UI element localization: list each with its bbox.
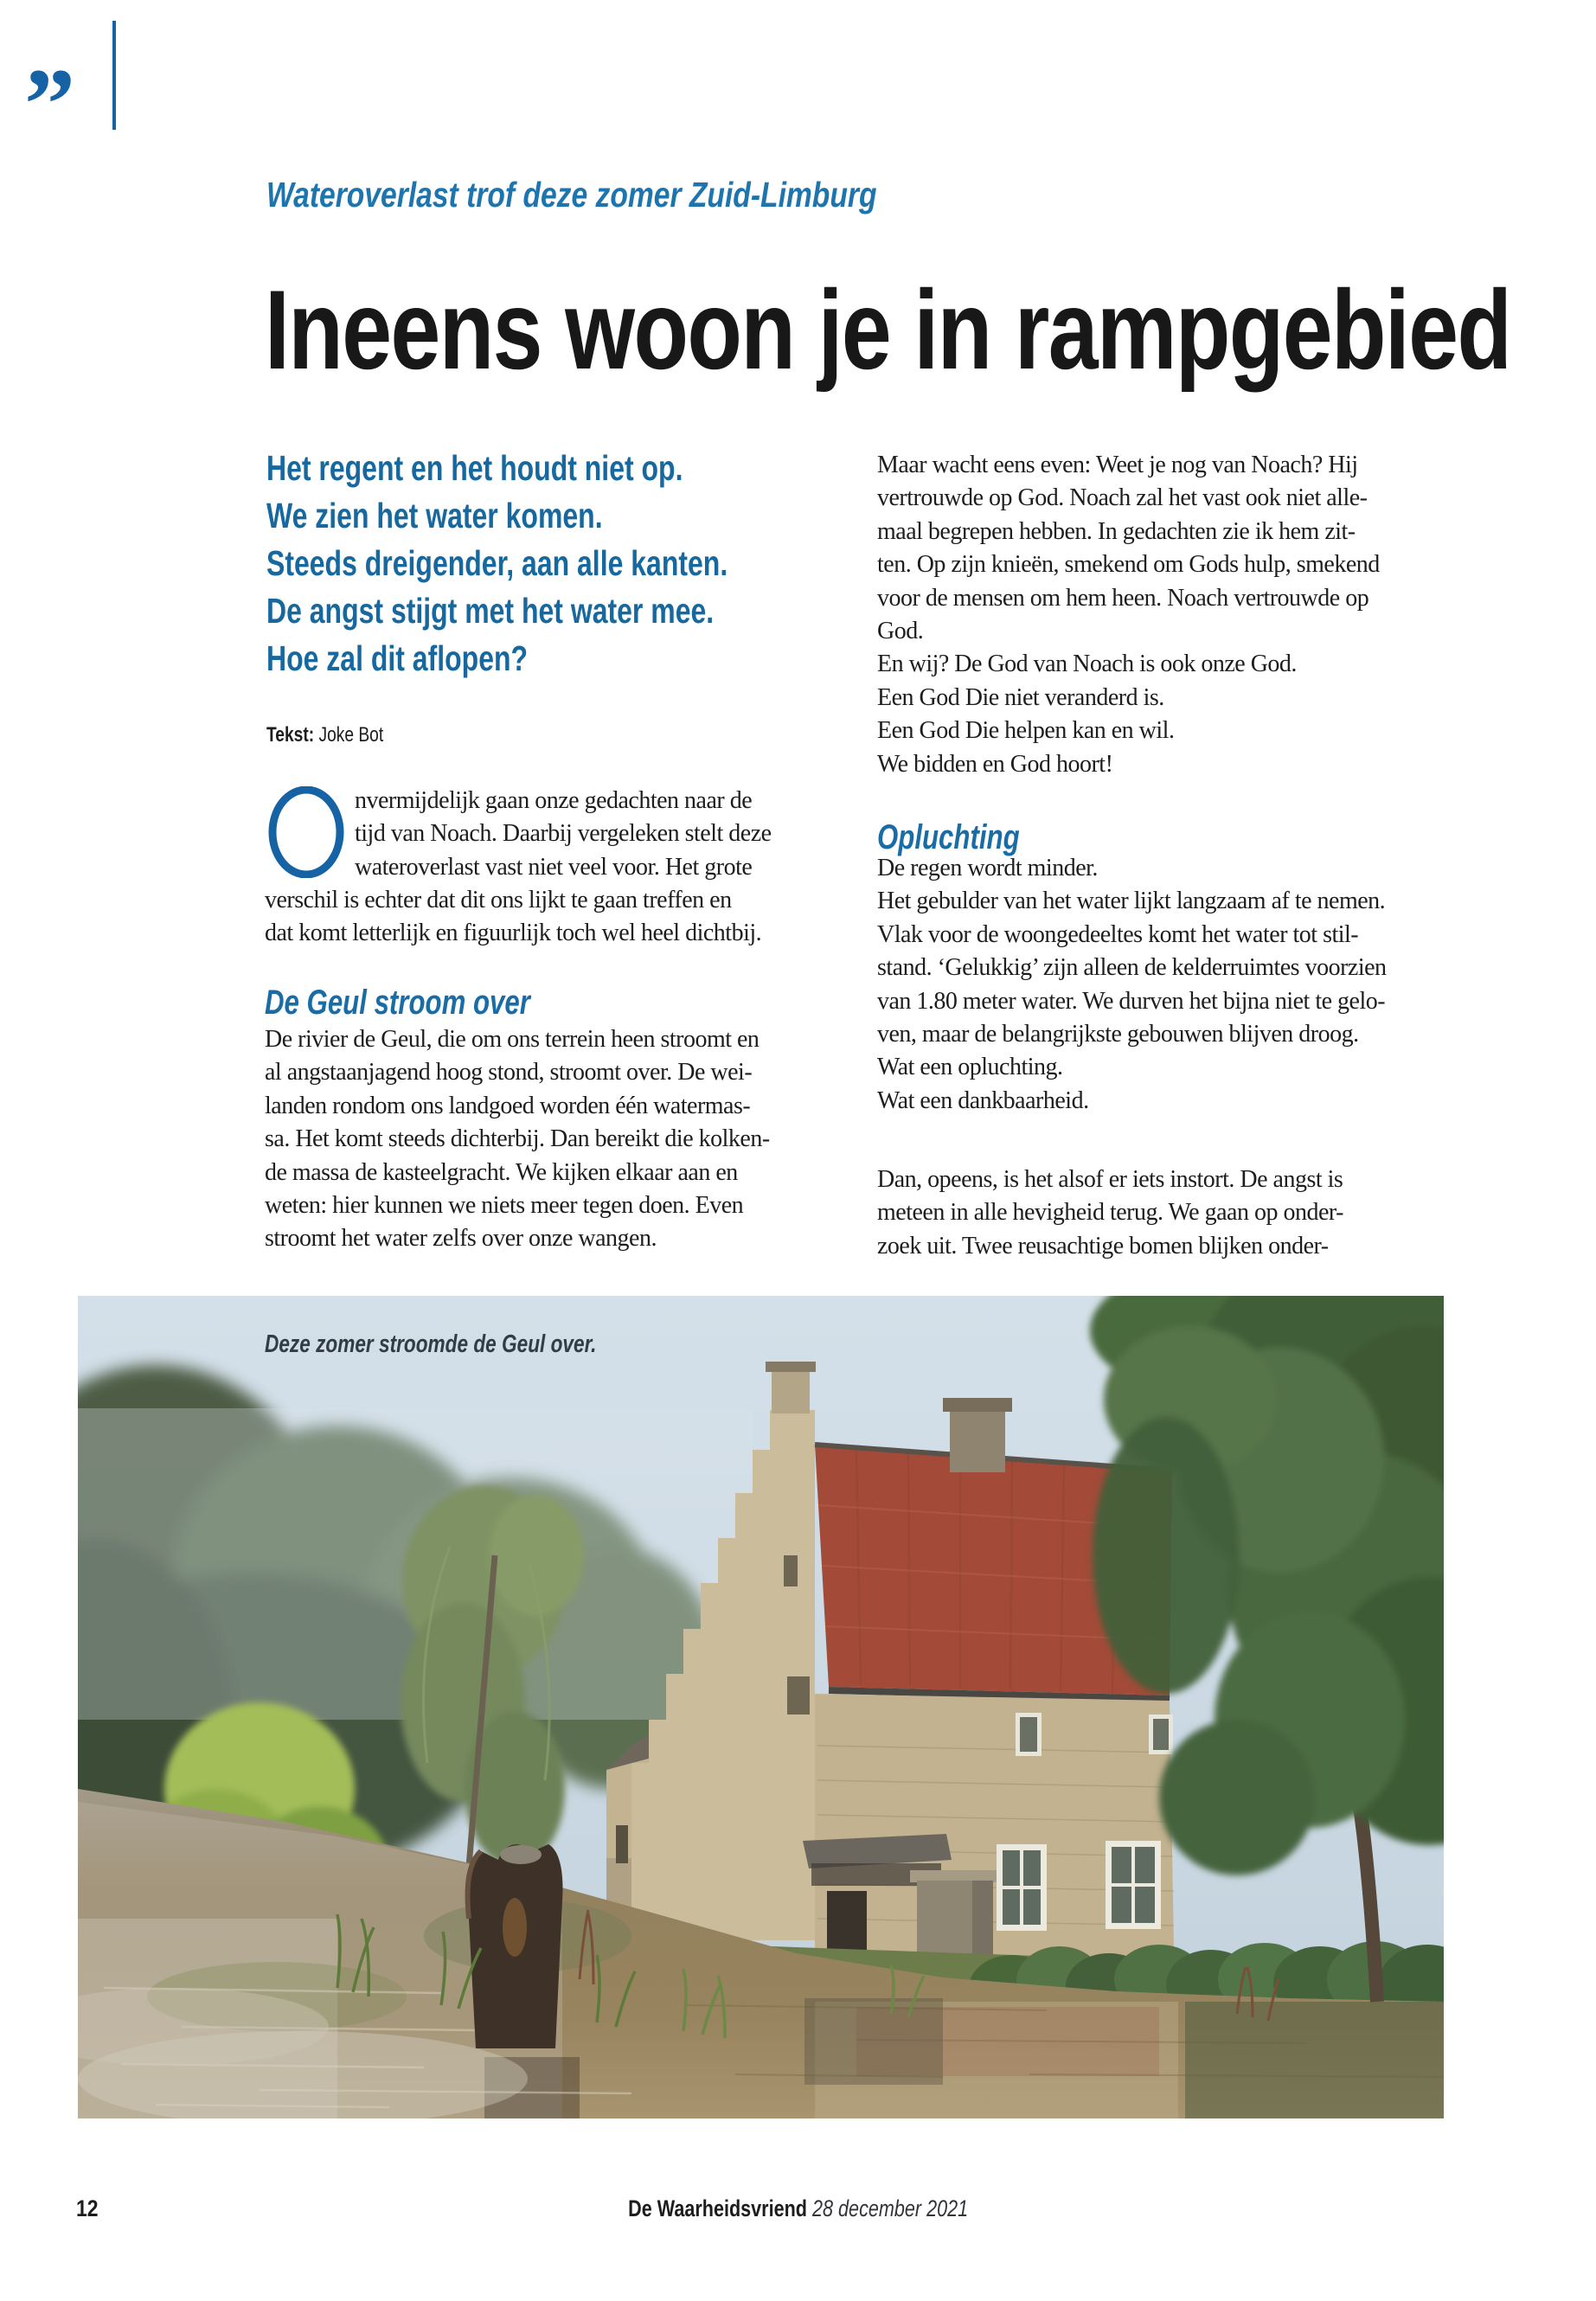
text-line: stroomt het water zelfs over onze wangen. [265, 1225, 657, 1253]
text-line: zoek uit. Twee reusachtige bomen blijken onder- [877, 1232, 1329, 1259]
text-line: De regen wordt minder. [877, 855, 1098, 881]
text-line: al angstaanjagend hoog stond, stroomt over. De wei- [265, 1059, 753, 1086]
accent-rule [112, 21, 116, 130]
text-line: Hoe zal dit aflopen? [266, 638, 529, 678]
text-line: meteen in alle hevigheid terug. We gaan op onder- [877, 1199, 1343, 1227]
text-line: voor de mensen om hem heen. Noach vertrouwde op [877, 584, 1369, 612]
byline [266, 723, 383, 747]
footer [0, 2195, 1596, 2222]
column-left [265, 785, 870, 1286]
footer-magazine-title: De Waarheidsvriend [627, 2195, 807, 2221]
text-line: Vlak voor de woongedeeltes komt het water tot stil- [877, 920, 1359, 948]
text-line: wateroverlast vast niet veel voor. Het grote [355, 853, 753, 881]
text-line: De rivier de Geul, die om ons terrein heen stroomt en [265, 1026, 760, 1053]
kicker: Wateroverlast trof deze zomer Zuid-Limburg [266, 175, 877, 215]
text-line: We bidden en God hoort! [877, 750, 1113, 778]
text-line: maal begrepen hebben. In gedachten zie ik hem zit- [877, 517, 1356, 545]
headline: Ineens woon je in rampgebied [265, 266, 1511, 393]
section-heading: Opluchting [877, 818, 1020, 856]
paragraph [877, 1163, 1343, 1263]
text-line: De angst stijgt met het water mee. [266, 591, 715, 631]
text-line: vertrouwde op God. Noach zal het vast ook niet alle- [877, 484, 1368, 512]
byline-name: Joke Bot [318, 723, 384, 747]
text-line: tijd van Noach. Daarbij vergeleken stelt deze [355, 820, 772, 848]
text-line: de massa de kasteelgracht. We kijken elkaar aan en [265, 1158, 738, 1186]
page-number: 12 [76, 2195, 99, 2221]
standfirst [266, 445, 858, 683]
paragraph [265, 884, 761, 951]
photo-caption: Deze zomer stroomde de Geul over. [265, 1330, 597, 1358]
paragraph [877, 449, 1380, 781]
paragraph [877, 852, 1387, 1118]
text-line: stand. ‘Gelukkig’ zijn alleen de kelderruimtes voorzien [877, 954, 1387, 982]
paragraph [265, 1023, 770, 1256]
text-line: van 1.80 meter water. We durven het bijna niet te gelo- [877, 987, 1386, 1015]
text-line: Een God Die helpen kan en wil. [877, 717, 1175, 745]
text-line: Het regent en het houdt niet op. [266, 448, 683, 488]
text-line: nvermijdelijk gaan onze gedachten naar de [355, 787, 753, 814]
text-line: ven, maar de belangrijkste gebouwen blijven droog. [877, 1020, 1359, 1048]
footer-date: 28 december 2021 [811, 2195, 969, 2221]
section-heading: De Geul stroom over [265, 984, 530, 1022]
text-line: Wat een dankbaarheid. [877, 1086, 1089, 1114]
byline-label: Tekst: [266, 723, 315, 747]
text-line: Maar wacht eens even: Weet je nog van Noach? Hij [877, 452, 1358, 478]
text-line: Een God Die niet veranderd is. [877, 683, 1164, 711]
pull-quote-icon: ” [24, 48, 70, 161]
flood-photo-illustration [78, 1296, 1444, 2118]
text-line: Steeds dreigender, aan alle kanten. [266, 543, 728, 583]
flood-photo [78, 1296, 1444, 2118]
text-line: Dan, opeens, is het alsof er iets instort. De angst is [877, 1166, 1343, 1193]
text-line: Wat een opluchting. [877, 1054, 1063, 1081]
text-line: En wij? De God van Noach is ook onze God. [877, 651, 1297, 678]
paragraph [265, 785, 772, 884]
text-line: God. [877, 617, 924, 644]
text-line: verschil is echter dat dit ons lijkt te gaan treffen en [265, 887, 732, 913]
text-line: weten: hier kunnen we niets meer tegen doen. Even [265, 1191, 744, 1219]
text-line: ten. Op zijn knieën, smekend om Gods hulp, smekend [877, 551, 1380, 579]
text-line: Het gebulder van het water lijkt langzaam af te nemen. [877, 888, 1386, 915]
text-line: We zien het water komen. [266, 496, 603, 535]
column-right [877, 441, 1483, 1285]
text-line: sa. Het komt steeds dichterbij. Dan bereikt die kolken- [265, 1125, 770, 1153]
text-line: dat komt letterlijk en figuurlijk toch wel heel dichtbij. [265, 920, 762, 947]
text-line: landen rondom ons landgoed worden één watermas- [265, 1092, 751, 1119]
